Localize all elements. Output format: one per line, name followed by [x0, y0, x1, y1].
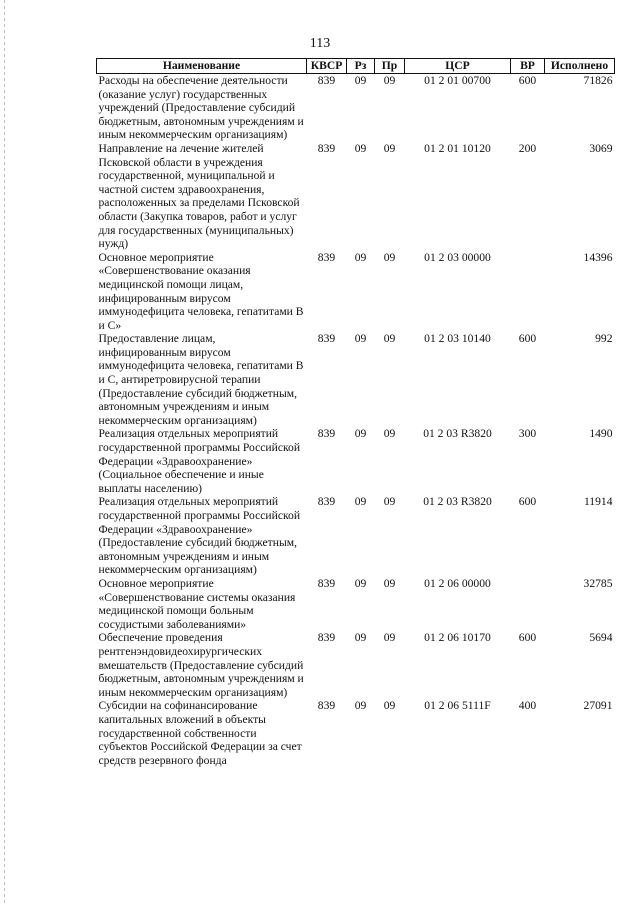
header-csr: ЦСР	[405, 59, 511, 74]
row-amount: 992	[595, 332, 613, 346]
row-kvsr: 839	[317, 699, 336, 713]
row-name: Направление на лечение жителей Псковской области в учреждения государственной, муниципальной и частной систем здравоохранения, расположенных за пределами Псковской области (Закупка товаров, работ и услуг для государственных (муниципальных) нужд)	[98, 141, 300, 251]
row-name: Субсидии на софинансирование капитальных вложений в объекты государственной собственности субъектов Российской Федерации за счет средств резервного фонда	[98, 699, 302, 767]
row-rz: 09	[354, 495, 367, 509]
table-row	[97, 577, 615, 631]
row-csr: 01 2 06 00000	[424, 576, 491, 590]
table-row	[97, 332, 615, 427]
row-csr: 01 2 01 10120	[424, 141, 491, 155]
row-vr: 600	[518, 74, 537, 87]
row-amount: 3069	[589, 141, 613, 155]
row-amount: 14396	[583, 250, 613, 264]
row-name: Предоставление лицам, инфицированным вирусом иммунодефицита человека, гепатитами В и С, антиретровирусной терапии (Предоставление субсидий бюджетным, автономным учреждениям и иным некоммерческим организациям)	[98, 332, 304, 427]
row-csr: 01 2 06 5111F	[424, 699, 491, 713]
row-name: Основное мероприятие «Совершенствование системы оказания медицинской помощи больным сосудистыми заболеваниями»	[98, 576, 296, 631]
row-kvsr: 839	[317, 427, 336, 441]
table-row	[97, 142, 615, 251]
table-row	[97, 631, 615, 699]
row-kvsr: 839	[317, 141, 336, 155]
row-csr: 01 2 03 R3820	[423, 427, 492, 441]
row-rz: 09	[354, 332, 367, 346]
row-amount: 11914	[583, 495, 613, 509]
row-pr: 09	[383, 631, 396, 645]
row-csr: 01 2 03 00000	[424, 250, 491, 264]
row-kvsr: 839	[317, 332, 336, 346]
row-amount: 32785	[583, 576, 613, 590]
table-row	[97, 427, 615, 495]
row-pr: 09	[383, 427, 396, 441]
row-name: Реализация отдельных мероприятий государственной программы Российской Федерации «Здравоохранение» (Социальное обеспечение и иные выплаты населению)	[98, 427, 301, 495]
row-vr: 400	[518, 699, 537, 713]
budget-table	[96, 58, 615, 767]
row-csr: 01 2 03 10140	[424, 332, 491, 346]
scan-edge	[4, 0, 5, 905]
row-kvsr: 839	[317, 631, 336, 645]
row-vr	[511, 577, 545, 631]
row-pr: 09	[383, 576, 396, 590]
row-kvsr: 839	[317, 576, 336, 590]
row-pr: 09	[383, 250, 396, 264]
row-kvsr: 839	[317, 74, 336, 87]
header-pr: Пр	[375, 59, 405, 74]
row-rz: 09	[354, 74, 367, 87]
table-row	[97, 699, 615, 767]
row-vr: 600	[518, 332, 537, 346]
row-amount: 5694	[589, 631, 613, 645]
row-vr: 600	[518, 495, 537, 509]
row-name: Реализация отдельных мероприятий государственной программы Российской Федерации «Здравоохранение» (Предоставление субсидий бюджетным, автономным учреждениям и иным некоммерческим организациям)	[98, 495, 301, 577]
row-vr: 300	[518, 427, 537, 441]
header-name: Наименование	[97, 59, 307, 74]
row-amount: 71826	[583, 74, 613, 87]
row-pr: 09	[383, 699, 396, 713]
header-kvsr: КВСР	[307, 59, 347, 74]
row-amount: 1490	[589, 427, 613, 441]
row-pr: 09	[383, 332, 396, 346]
row-csr: 01 2 06 10170	[424, 631, 491, 645]
header-vr: ВР	[511, 59, 545, 74]
row-rz: 09	[354, 699, 367, 713]
page-number: 113	[309, 36, 331, 51]
row-name: Расходы на обеспечение деятельности (оказание услуг) государственных учреждений (Предоставление субсидий бюджетным, автономным учреждениям и иным некоммерческим организациям)	[98, 74, 304, 142]
row-rz: 09	[354, 631, 367, 645]
header-rz: Рз	[347, 59, 375, 74]
row-vr	[511, 251, 545, 333]
row-rz: 09	[354, 427, 367, 441]
row-csr: 01 2 03 R3820	[423, 495, 492, 509]
table-row	[97, 251, 615, 333]
row-kvsr: 839	[317, 250, 336, 264]
header-amount: Исполнено	[545, 59, 615, 74]
row-kvsr: 839	[317, 495, 336, 509]
row-vr: 200	[518, 141, 537, 155]
row-name: Обеспечение проведения рентгенэндовидеохирургических вмешательств (Предоставление субсидий бюджетным, автономным учреждениям и иным некоммерческим организациям)	[98, 631, 304, 699]
table-header-row	[97, 59, 615, 74]
table-row	[97, 74, 615, 142]
row-pr: 09	[383, 495, 396, 509]
row-vr: 600	[518, 631, 537, 645]
row-rz: 09	[354, 250, 367, 264]
row-pr: 09	[383, 74, 396, 87]
row-name: Основное мероприятие «Совершенствование оказания медицинской помощи лицам, инфицированным вирусом иммунодефицита человека, гепатитами В и С»	[98, 250, 304, 332]
row-rz: 09	[354, 141, 367, 155]
row-csr: 01 2 01 00700	[424, 74, 491, 87]
row-amount: 27091	[583, 699, 613, 713]
table-row	[97, 495, 615, 577]
row-rz: 09	[354, 576, 367, 590]
row-pr: 09	[383, 141, 396, 155]
